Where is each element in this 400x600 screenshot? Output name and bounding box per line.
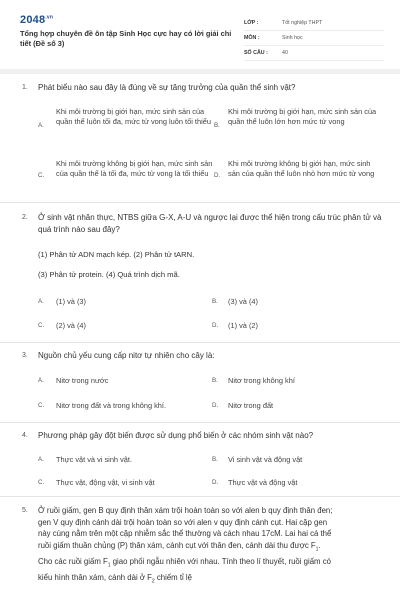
question-text: Phương pháp gây đột biến được sử dụng phổ biến ở các nhóm sinh vật nào? — [38, 431, 314, 440]
question-text — [38, 505, 388, 588]
question-line: Ở ruồi giấm, gen B quy định thân xám trội hoàn toàn so với alen b quy định thân đen; — [38, 506, 333, 515]
option-letter[interactable]: D. — [212, 402, 219, 409]
option-b-text[interactable]: Khi môi trường bị giới hạn, mức sinh sản của quần thể luôn lớn hơn mức tử vong — [228, 107, 377, 126]
question-separator — [0, 422, 400, 423]
option-letter[interactable]: B. — [212, 298, 218, 305]
option-letter[interactable]: B. — [212, 456, 218, 463]
meta-info — [244, 16, 384, 61]
question-number: 4. — [22, 432, 28, 439]
question-line — [38, 556, 388, 572]
option-letter[interactable]: D. — [214, 172, 221, 179]
option-c-text[interactable]: Thực vật, động vật, vi sinh vật — [56, 478, 155, 487]
option-b-text[interactable]: Nitơ trong không khí — [228, 376, 295, 385]
meta-row-count — [244, 46, 384, 61]
statement: (3) Phân tử protein. (4) Quá trình dịch mã. — [38, 270, 180, 279]
option-letter[interactable]: C. — [38, 479, 45, 486]
option-letter[interactable]: D. — [212, 479, 219, 486]
option-letter[interactable]: B. — [214, 122, 220, 129]
subscript: 1 — [315, 546, 319, 553]
question-line-text: chiếm tỉ lệ — [154, 573, 192, 583]
option-d-text[interactable]: (1) và (2) — [228, 321, 258, 330]
meta-row-subject — [244, 31, 384, 46]
document-title: Tổng hợp chuyên đề ôn tập Sinh Học cực hay có lời giải chi tiết (Đề số 3) — [20, 29, 232, 48]
question-text: Nguồn chủ yếu cung cấp nitơ tự nhiên cho cây là: — [38, 351, 215, 360]
meta-value: Tốt nghiệp THPT — [282, 20, 323, 26]
statement: (1) Phân tử ADN mạch kép. (2) Phân tử tARN. — [38, 250, 195, 259]
question-number: 5. — [22, 507, 28, 514]
meta-key: MÔN : — [244, 35, 260, 41]
option-letter[interactable]: A. — [38, 122, 44, 129]
option-a-text[interactable]: Nitơ trong nước — [56, 376, 109, 385]
question-line — [38, 540, 388, 556]
question-line-text: ruồi giấm thuần chủng (P) thân xám, cánh cụt với thân đen, cánh dài thu được F — [38, 540, 316, 550]
option-c-text[interactable]: Nitơ trong đất và trong không khí. — [56, 401, 167, 410]
subscript: 2 — [151, 578, 155, 585]
option-b-text[interactable]: (3) và (4) — [228, 297, 258, 306]
option-letter[interactable]: C. — [38, 402, 45, 409]
option-a-text[interactable]: (1) và (3) — [56, 297, 86, 306]
question-line-text: kiểu hình thân xám, cánh dài ở F — [38, 573, 152, 583]
question-separator — [0, 342, 400, 343]
question-separator — [0, 202, 400, 203]
option-b-text[interactable]: Vi sinh vật và động vật — [228, 455, 303, 464]
meta-value: 40 — [282, 50, 288, 56]
question-line: gen V quy định cánh dài trội hoàn toàn so với alen v quy định cánh cụt. Hai cặp gen — [38, 517, 328, 527]
header-divider — [0, 69, 400, 74]
option-letter[interactable]: A. — [38, 377, 44, 384]
question-text: Phát biểu nào sau đây là đúng về sự tăng trưởng của quần thể sinh vật? — [38, 83, 296, 92]
meta-value: Sinh học — [282, 35, 303, 41]
option-a-text[interactable]: Thực vật và vi sinh vật. — [56, 455, 133, 464]
option-d-text[interactable]: Khi môi trường không bị giới hạn, mức sinh sản của quần thể luôn nhỏ hơn mức tử vong — [228, 159, 375, 178]
option-d-text[interactable]: Nitơ trong đất — [228, 401, 274, 410]
question-line: này cùng nằm trên một cặp nhiễm sắc thể thường và cách nhau 17cM. Lai hai cá thể — [38, 529, 332, 539]
option-letter[interactable]: C. — [38, 172, 45, 179]
option-letter[interactable]: D. — [212, 322, 219, 329]
option-c-text[interactable]: Khi môi trường không bị giới hạn, mức sinh sản của quần thể là tối đa, mức tử vong là tối thiểu — [56, 159, 213, 178]
question-number: 3. — [22, 352, 28, 359]
option-letter[interactable]: B. — [212, 377, 218, 384]
option-letter[interactable]: A. — [38, 298, 44, 305]
option-d-text[interactable]: Thực vật và động vật — [228, 478, 298, 487]
header — [0, 0, 400, 66]
option-letter[interactable]: C. — [38, 322, 45, 329]
logo-text: 2048 — [20, 14, 46, 26]
meta-key: SỐ CÂU : — [244, 50, 268, 56]
question-line-text: Cho các ruồi giấm F — [38, 556, 108, 566]
question-text: Ở sinh vật nhân thực, NTBS giữa G-X, A-U và ngược lại được thể hiện trong cấu trúc phân tử và quá trình nào sau đây? — [38, 213, 382, 234]
question-number: 1. — [22, 84, 28, 91]
logo-suffix: .vn — [45, 14, 54, 21]
site-logo[interactable] — [20, 14, 53, 26]
question-number: 2. — [22, 214, 28, 221]
option-a-text[interactable]: Khi môi trường bị giới hạn, mức sinh sản của quần thể luôn tối đa, mức tử vong luôn tối thiểu — [56, 107, 211, 126]
punctuation: . — [318, 540, 321, 550]
question-line — [38, 572, 388, 588]
question-separator — [0, 496, 400, 497]
option-letter[interactable]: A. — [38, 456, 44, 463]
option-c-text[interactable]: (2) và (4) — [56, 321, 86, 330]
subscript: 1 — [107, 562, 111, 569]
meta-key: LỚP : — [244, 20, 259, 26]
meta-row-class — [244, 16, 384, 31]
question-line-text: giao phối ngẫu nhiên với nhau. Tính theo lí thuyết, ruồi giấm có — [110, 556, 331, 566]
